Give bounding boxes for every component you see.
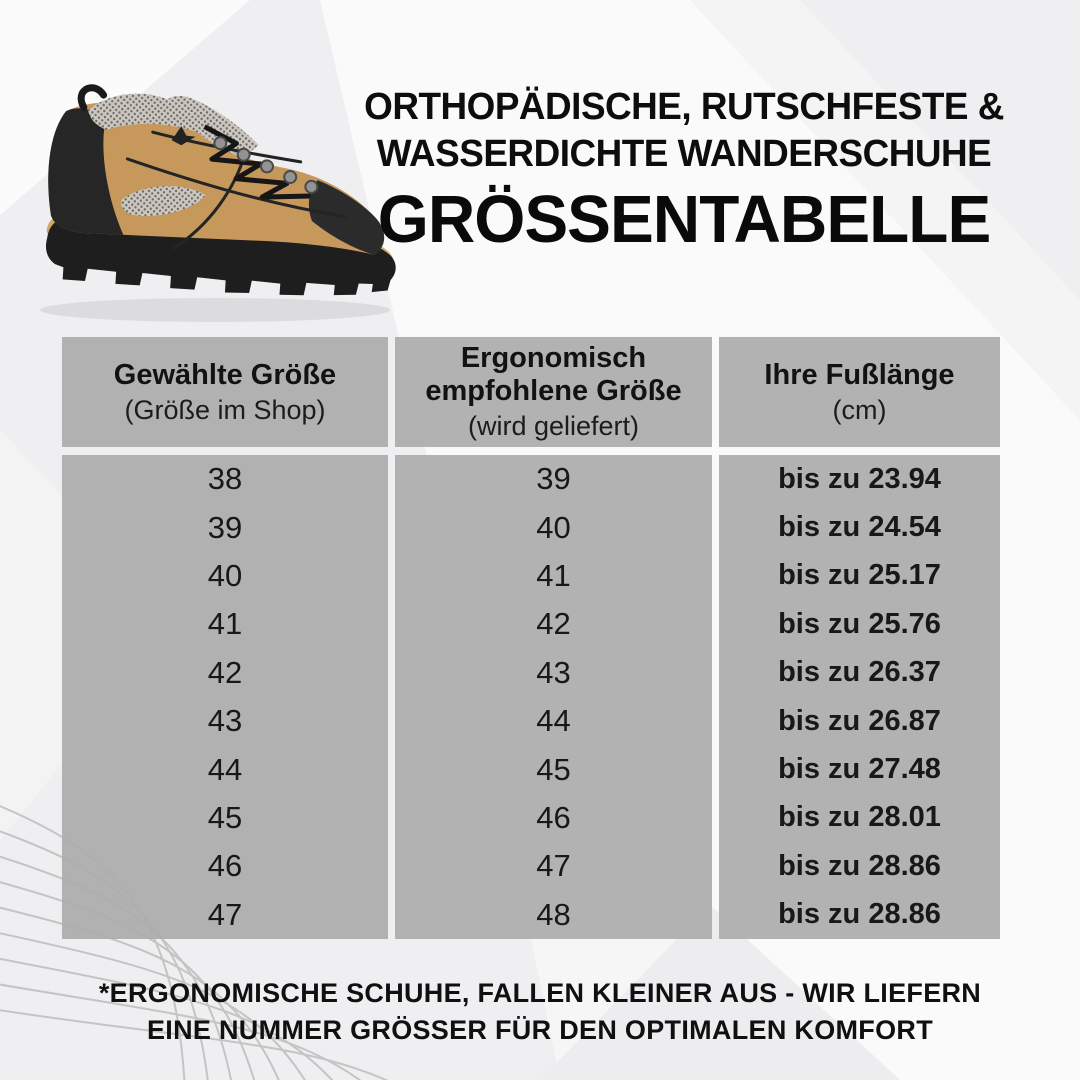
header-body-gap [62,447,388,455]
product-subtitle-line1: ORTHOPÄDISCHE, RUTSCHFESTE & [364,86,1004,128]
header [326,84,1042,255]
cell-foot-length: bis zu 24.54 [719,503,1000,551]
cell-recommended-size: 48 [395,891,712,939]
cell-recommended-size: 40 [395,503,712,551]
product-subtitle-line2: WASSERDICHTE WANDERSCHUHE [376,133,992,175]
cell-shop-size: 45 [62,794,388,842]
cell-shop-size: 40 [62,552,388,600]
cell-foot-length: bis zu 28.01 [719,794,1000,842]
cell-shop-size: 41 [62,600,388,648]
cell-shop-size: 38 [62,455,388,503]
column-header-label: Ergonomisch empfohlene Größe [425,342,682,407]
shoe-shadow [40,298,390,322]
column-header-label: Ihre Fußlänge [764,358,955,391]
cell-recommended-size: 42 [395,600,712,648]
column-header-label: Gewählte Größe [113,358,337,391]
cell-foot-length: bis zu 27.48 [719,745,1000,793]
cell-foot-length: bis zu 28.86 [719,842,1000,890]
size-table [62,337,1000,939]
cell-recommended-size: 46 [395,794,712,842]
column-header-sublabel: (cm) [832,394,887,425]
footnote-line2: EINE NUMMER GRÖSSER FÜR DEN OPTIMALEN KOMFORT [146,1015,933,1045]
cell-recommended-size: 43 [395,649,712,697]
cell-recommended-size: 47 [395,842,712,890]
header-body-gap [719,447,1000,455]
column-header-shop-size [62,337,388,447]
column-header-sublabel: (wird geliefert) [467,411,640,441]
column-header-sublabel: (Größe im Shop) [124,394,326,425]
column-header-recommended-size [395,337,712,447]
cell-shop-size: 47 [62,891,388,939]
cell-foot-length: bis zu 28.86 [719,891,1000,939]
cell-recommended-size: 45 [395,745,712,793]
cell-recommended-size: 41 [395,552,712,600]
cell-recommended-size: 39 [395,455,712,503]
footnote-line1: *ERGONOMISCHE SCHUHE, FALLEN KLEINER AUS - WIR LIEFERN [98,978,982,1008]
cell-foot-length: bis zu 23.94 [719,455,1000,503]
cell-shop-size: 42 [62,649,388,697]
cell-foot-length: bis zu 26.87 [719,697,1000,745]
cell-shop-size: 39 [62,503,388,551]
page-title: GRÖSSENTABELLE [377,182,991,257]
footnote [0,975,1080,1049]
cell-shop-size: 44 [62,745,388,793]
cell-foot-length: bis zu 26.37 [719,649,1000,697]
cell-shop-size: 46 [62,842,388,890]
header-body-gap [395,447,712,455]
cell-recommended-size: 44 [395,697,712,745]
cell-foot-length: bis zu 25.76 [719,600,1000,648]
cell-foot-length: bis zu 25.17 [719,552,1000,600]
cell-shop-size: 43 [62,697,388,745]
column-header-foot-length [719,337,1000,447]
